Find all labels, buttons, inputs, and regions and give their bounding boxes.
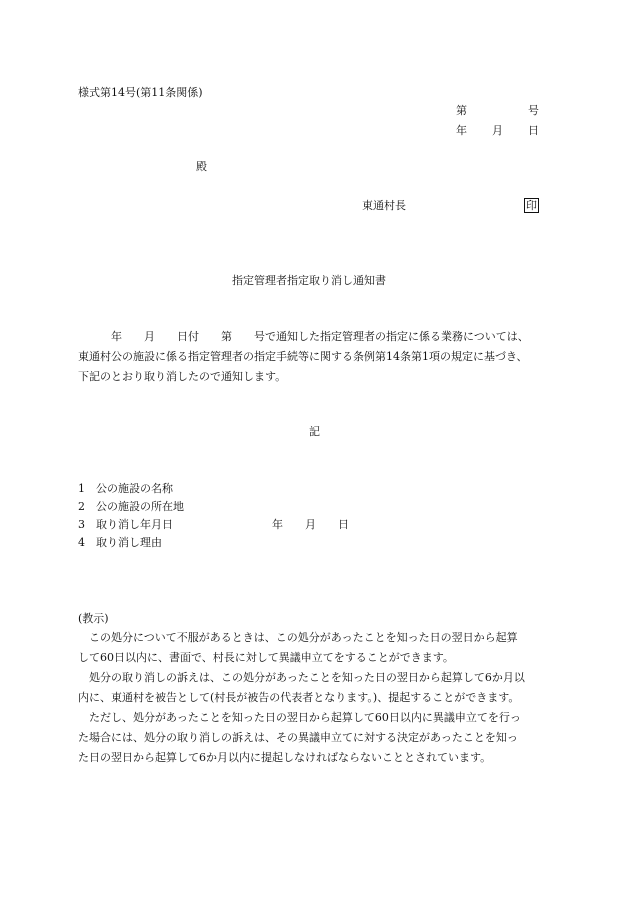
number-suffix: 号 (528, 104, 539, 117)
notice-line: 内に、東通村を被告として(村長が被告の代表者となります。)、提起することができます。 (78, 691, 520, 704)
body-line: 年 月 日付 第 号で通知した指定管理者の指定に係る業務については、 (78, 330, 529, 343)
notice-line: 処分の取り消しの訴えは、この処分があったことを知った日の翌日から起算して6か月以 (78, 671, 525, 684)
document-title: 指定管理者指定取り消し通知書 (232, 274, 386, 287)
notice-line: た場合には、処分の取り消しの訴えは、その異議申立てに対する決定があったことを知っ (78, 731, 518, 744)
item-4: 4 取り消し理由 (78, 536, 162, 549)
notice-line: ただし、処分があったことを知った日の翌日から起算して60日以内に異議申立てを行っ (78, 711, 521, 724)
notice-line: この処分について不服があるときは、この処分があったことを知った日の翌日から起算 (78, 631, 518, 644)
body-line: 東通村公の施設に係る指定管理者の指定手続等に関する条例第14条第1項の規定に基づき、 (78, 350, 528, 363)
sender: 東通村長 (362, 199, 406, 212)
ki-mark: 記 (309, 425, 320, 438)
notice-heading: (教示) (78, 612, 109, 625)
form-id: 様式第14号(第11条関係) (78, 86, 203, 99)
date-day: 日 (528, 124, 539, 137)
date-year: 年 (456, 124, 467, 137)
notice-line: た日の翌日から起算して6か月以内に提起しなければならないこととされています。 (78, 751, 492, 764)
item-3: 3 取り消し年月日 (78, 518, 173, 531)
item-1: 1 公の施設の名称 (78, 482, 173, 495)
body-paragraph (78, 327, 558, 387)
notice-paragraph (78, 628, 558, 768)
seal-box: 印 (526, 199, 537, 212)
number-prefix: 第 (456, 104, 467, 117)
seal-mark (524, 198, 539, 213)
addressee-suffix: 殿 (196, 160, 207, 173)
body-line: 下記のとおり取り消したので通知します。 (78, 370, 287, 383)
notice-line: して60日以内に、書面で、村長に対して異議申立てをすることができます。 (78, 651, 454, 664)
item-2: 2 公の施設の所在地 (78, 500, 184, 513)
date-month: 月 (492, 124, 503, 137)
item-3-date: 年 月 日 (272, 518, 349, 531)
